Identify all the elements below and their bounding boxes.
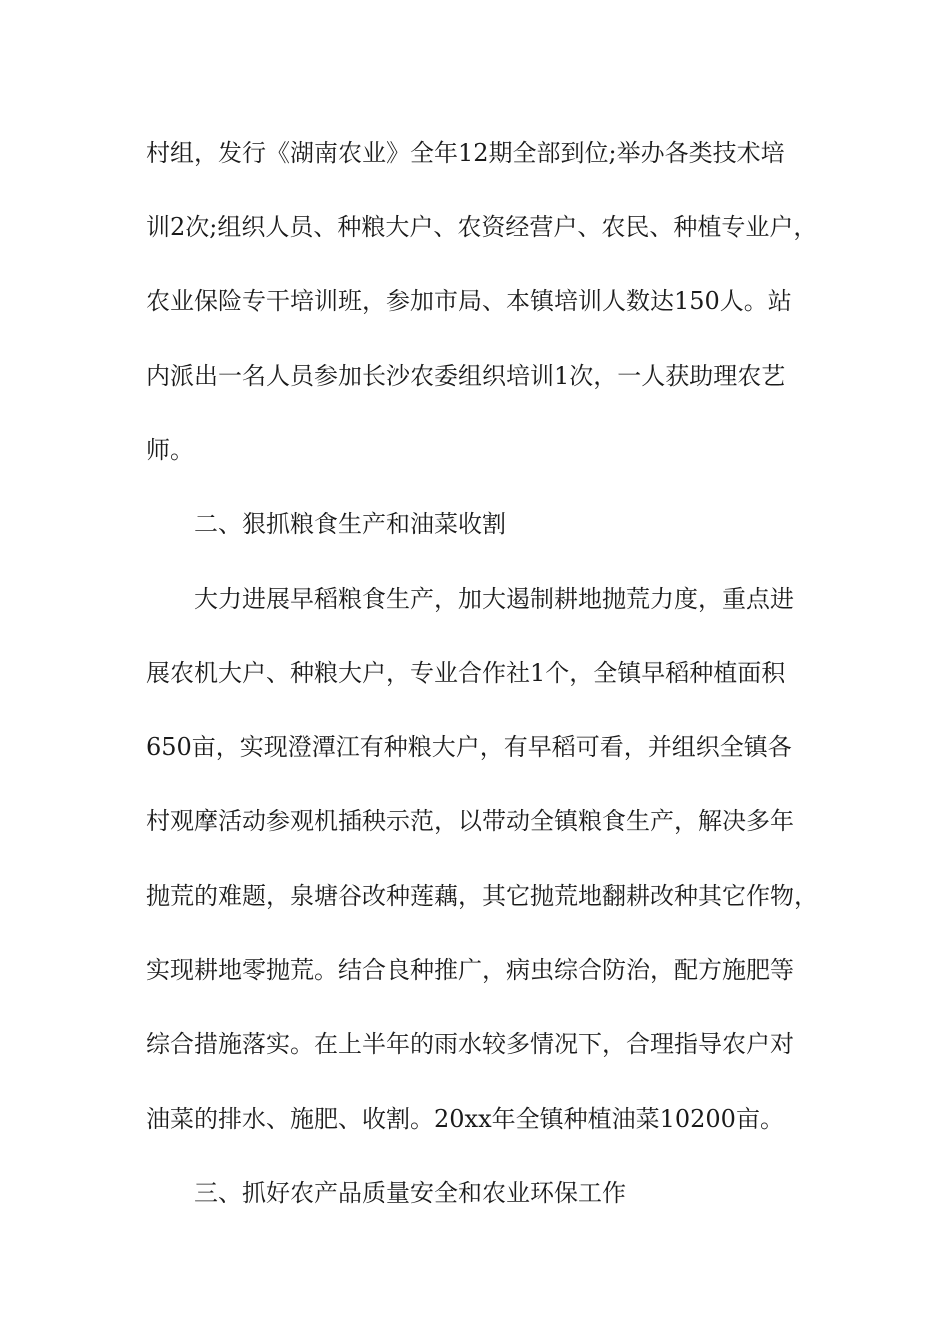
paragraph-line: 实现耕地零抛荒。结合良种推广，病虫综合防治，配方施肥等 (146, 956, 794, 984)
paragraph-line: 内派出一名人员参加长沙农委组织培训1次，一人获助理农艺 (146, 362, 786, 390)
section-heading: 二、狠抓粮食生产和油菜收割 (194, 510, 506, 538)
paragraph-line: 农业保险专干培训班，参加市局、本镇培训人数达150人。站 (146, 287, 792, 315)
paragraph-line: 综合措施落实。在上半年的雨水较多情况下，合理指导农户对 (146, 1030, 794, 1058)
paragraph-line: 650亩，实现澄潭江有种粮大户，有早稻可看，并组织全镇各 (146, 733, 792, 761)
paragraph-line: 训2次;组织人员、种粮大户、农资经营户、农民、种植专业户， (146, 213, 818, 241)
paragraph-line: 师。 (146, 436, 194, 464)
section-heading: 三、抓好农产品质量安全和农业环保工作 (194, 1179, 626, 1207)
paragraph-line: 展农机大户、种粮大户，专业合作社1个，全镇早稻种植面积 (146, 659, 786, 687)
paragraph-line: 村组，发行《湖南农业》全年12期全部到位;举办各类技术培 (146, 139, 785, 167)
paragraph-line: 大力进展早稻粮食生产，加大遏制耕地抛荒力度，重点进 (194, 585, 794, 613)
paragraph-line: 村观摩活动参观机插秧示范，以带动全镇粮食生产，解决多年 (146, 807, 794, 835)
paragraph-line: 油菜的排水、施肥、收割。20xx年全镇种植油菜10200亩。 (146, 1105, 784, 1133)
paragraph-line: 抛荒的难题，泉塘谷改种莲藕，其它抛荒地翻耕改种其它作物， (146, 882, 818, 910)
